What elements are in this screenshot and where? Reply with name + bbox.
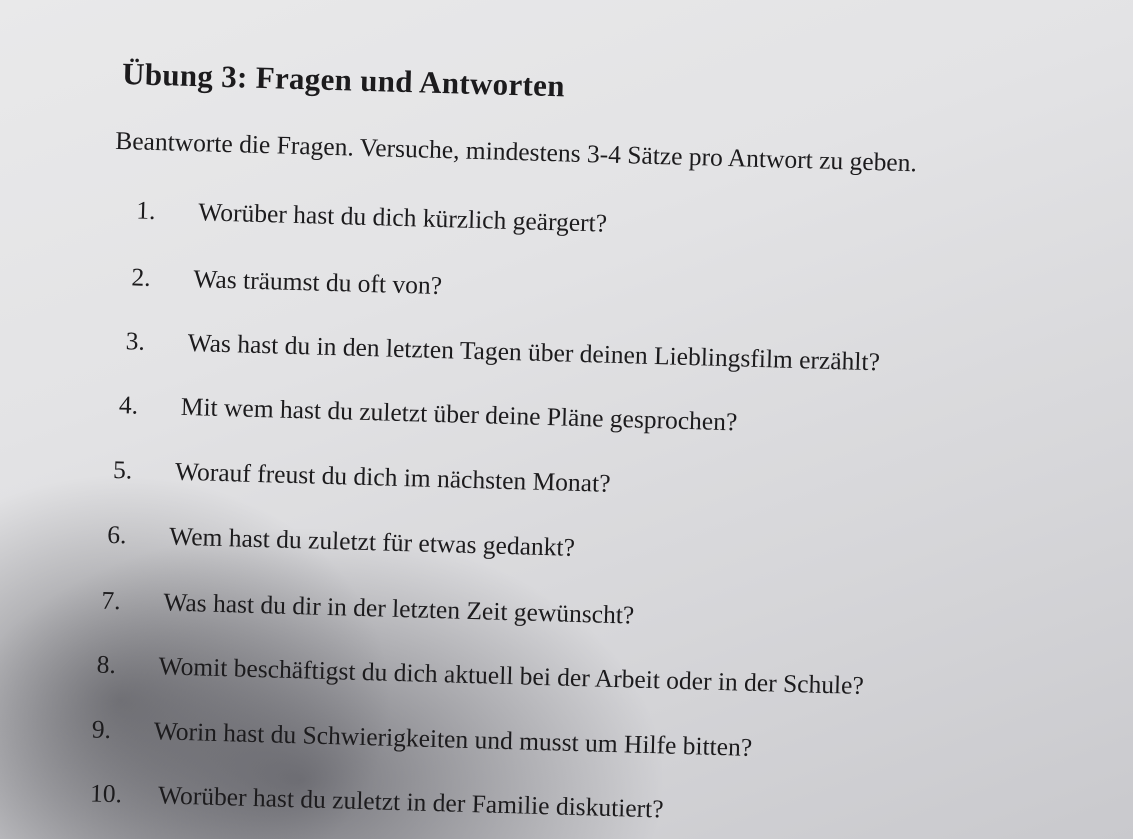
question-item [119, 390, 738, 437]
question-text: Worauf freust du dich im nächsten Monat? [174, 456, 611, 498]
question-number: 5. [112, 454, 133, 485]
question-number: 3. [125, 326, 146, 356]
question-number: 10. [89, 778, 123, 809]
question-number: 7. [101, 585, 121, 616]
question-item [125, 326, 880, 377]
question-number: 2. [131, 262, 152, 292]
question-number: 4. [118, 390, 139, 420]
question-item [91, 714, 752, 762]
question-item [113, 455, 611, 499]
question-text: Wem hast du zuletzt für etwas gedankt? [168, 521, 576, 562]
question-item [131, 262, 442, 301]
question-item [101, 586, 635, 631]
question-text: Worin hast du Schwierigkeiten und musst um Hilfe bitten? [153, 716, 753, 762]
question-number: 1. [135, 195, 156, 226]
question-number: 6. [106, 519, 127, 550]
question-item [90, 778, 664, 824]
question-text: Was träumst du oft von? [193, 264, 443, 301]
question-item [136, 196, 608, 239]
question-number: 8. [96, 649, 117, 680]
question-text: Worüber hast du dich kürzlich geärgert? [197, 197, 608, 238]
question-item [96, 650, 864, 701]
question-number: 9. [91, 714, 112, 744]
question-text: Mit wem hast du zuletzt über deine Pläne gesprochen? [180, 391, 738, 437]
question-text: Womit beschäftigst du dich aktuell bei der Arbeit oder in der Schule? [158, 651, 865, 700]
question-text: Was hast du dir in der letzten Zeit gewünscht? [163, 587, 635, 630]
question-item [107, 520, 575, 563]
worksheet-title: Übung 3: Fragen und Antworten [121, 56, 566, 104]
question-text: Worüber hast du zuletzt in der Familie diskutiert? [157, 780, 664, 824]
question-text: Was hast du in den letzten Tagen über deinen Lieblingsfilm erzählt? [187, 327, 881, 377]
worksheet-instructions: Beantworte die Fragen. Versuche, mindestens 3-4 Sätze pro Antwort zu geben. [114, 125, 918, 178]
